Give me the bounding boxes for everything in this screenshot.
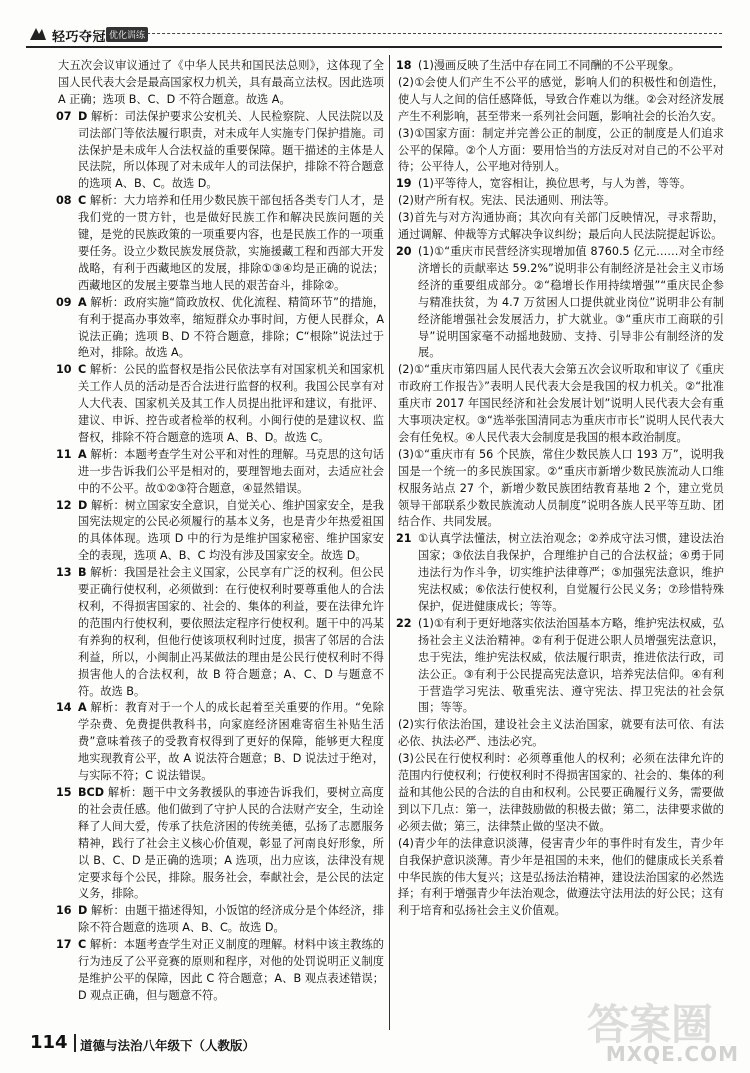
- answer-text: (1)①有利于更好地落实依法治国基本方略，维护宪法权威，弘扬社会主义法治精神。②有利于促进公职人员增强宪法意识，忠于宪法，维护宪法权威，依法履行职责，推进依法行政，司法公正。③有利于公民提高宪法意识，培养宪法信仰。④有利于营造学习宪法、敬重宪法、遵守宪法、捍卫宪法的社会氛围；等等。: [418, 616, 724, 715]
- answer-text: ①认真学法懂法，树立法治观念；②养成守法习惯，建设法治国家；③依法自我保护，合理维护自己的合法权益；④勇于同违法行为作斗争，切实维护法律尊严；⑤加强宪法意识，维护宪法权威；⑥依法行使权利，自觉履行公民义务；⑦珍惜特殊保护，促进健康成长；等等。: [418, 532, 724, 613]
- answer-choice: C: [78, 194, 87, 208]
- answer-paragraph: 大五次会议审议通过了《中华人民共和国民法总则》，这体现了全国人民代表大会是最高国家权力机关，具有最高立法权。因此选项 A 正确；选项 B、C、D 不符合题意。故选 A。: [58, 59, 384, 106]
- answer-item: [58, 903, 384, 937]
- answer-text: 解析：政府实施“简政放权、优化流程、精简环节”的措施，有利于提高办事效率，缩短群众办事时间，方便人民群众，A 说法正确；选项 B、D 不符合题意，排除；C“根除”说法过于绝对，排除。故选 A。: [78, 295, 385, 360]
- answer-paragraph: (2)①“重庆市第四届人民代表大会第五次会议听取和审议了《重庆市政府工作报告》”表明人民代表大会是我国的权力机关。②“批准重庆市 2017 年国民经济和社会发展计划”说明人民代表大会有重大事项决定权。③“选举张国清同志为重庆市市长”说明人民代表大会有任免权。④人民代表大会制度是我国的根本政治制度。: [398, 363, 724, 444]
- header-dashed-rule: [132, 33, 722, 34]
- footer-rule: [74, 1034, 76, 1052]
- question-number: 12: [56, 498, 72, 512]
- question-number: 10: [56, 363, 72, 377]
- right-column: [398, 58, 724, 920]
- answer-text: 解析：由题干描述得知，小饭馆的经济成分是个体经济，排除不符合题意的选项 A、B、C。故选 D。: [78, 904, 384, 935]
- answer-choice: C: [78, 363, 87, 377]
- answer-text: 解析：大力培养和任用少数民族干部包括各类专门人才，是我们党的一贯方针，也是做好民族工作和解决民族问题的关键，是党的民族政策的一项重要内容，也是民族工作的一项重要任务。设立少数民族发展贷款，实施援藏工程和西部大开发战略，有利于西藏地区的发展，排除①③④均是正确的说法；西藏地区的发展主要靠当地人民的艰苦奋斗，排除②。: [78, 194, 384, 292]
- answer-item: [58, 937, 384, 1005]
- answer-choice: C: [78, 938, 87, 952]
- answer-choice: A: [78, 701, 87, 715]
- answer-paragraph: (2)①会使人们产生不公平的感觉，影响人们的积极性和创造性，使人与人之间的信任感降低，导致合作难以为继。②会对经济发展产生不利影响，甚至带来一系列社会问题，影响社会的长治久安。: [398, 75, 724, 123]
- answer-choice: D: [78, 109, 88, 123]
- question-number: 16: [56, 904, 72, 918]
- answer-text: 解析：教育对于一个人的成长起着至关重要的作用。“免除学杂费、免费提供教科书，向家庭经济困难寄宿生补贴生活费”意味着孩子的受教育权得到了更好的保障，能够更大程度地实现教育公平，故 A 说法符合题意；B、D 说法过于绝对，与实际不符；C 说法错误。: [78, 701, 384, 783]
- answer-paragraph: (2)实行依法治国，建设社会主义法治国家，就要有法可依、有法必依、执法必严、违法必究。: [398, 718, 724, 749]
- answer-text: 解析：公民的监督权是指公民依法享有对国家机关和国家机关工作人员的活动是否合法进行监督的权利。我国公民享有对人大代表、国家机关及其工作人员提出批评和建议，有批评、建议、申诉、控告或者检举的权利。小闽行使的是建议权、监督权，排除不符合题意的选项 A、B、D。故选 C。: [78, 363, 384, 444]
- answer-item: [58, 700, 384, 785]
- answer-choice: A: [78, 295, 87, 309]
- answer-item: [58, 193, 384, 294]
- answer-text: 解析：本题考查学生对公平和对性的理解。马克思的这句话进一步告诉我们公平是相对的，要理智地去面对，去适应社会中的不公平。故①②③符合题意，④显然错误。: [78, 447, 384, 495]
- page-number: 114: [30, 1032, 68, 1053]
- answer-text: (1)漫画反映了生活中存在同工不同酬的不公平现象。: [418, 59, 680, 72]
- watermark-logo: 答案圈: [587, 1000, 714, 1049]
- answer-item: [58, 785, 384, 903]
- series-badge: 优化训练: [106, 27, 148, 42]
- answer-item: [58, 109, 384, 194]
- answer-text: 解析：树立国家安全意识，自觉关心、维护国家安全，是我国宪法规定的公民必须履行的基本义务，也是青少年热爱祖国的具体体现。选项 D 中的行为是维护国家秘密、维护国家安全的表现，选项 A、B、C 均没有涉及国家安全。故选 D。: [78, 498, 384, 563]
- answer-paragraph: (3)首先与对方沟通协商；其次向有关部门反映情况，寻求帮助，通过调解、仲裁等方式解决争议纠纷；最后向人民法院提起诉讼。: [398, 211, 724, 242]
- answer-choice: BCD: [78, 785, 105, 799]
- question-number: 08: [56, 194, 72, 208]
- answer-item: [398, 176, 724, 193]
- answer-paragraph: (3)①国家方面：制定并完善公正的制度，公正的制度是人们追求公平的保障。②个人方面：要用恰当的方法反对对自己的不公平对待；公平待人，公平地对待别人。: [398, 126, 724, 174]
- watermark: [575, 990, 745, 1070]
- column-divider: [389, 55, 390, 1030]
- answer-choice: D: [78, 904, 88, 918]
- question-number: 14: [56, 701, 72, 715]
- answer-text: 解析：我国是社会主义国家，公民享有广泛的权利。但公民要正确行使权利，必须做到：在行使权利时要尊重他人的合法权利，不得损害国家的、社会的、集体的利益，要在法律允许的范围内行使权利，要依照法定程序行使权利。题干中的冯某有养狗的权利，但他行使该项权利时过度，损害了邻居的合法利益，所以，小闽制止冯某做法的理由是公民行使权利时不得损害他人的合法权利，故 B 符合题意；A、C、D 与题意不符。故选 B。: [78, 566, 384, 698]
- header-line: [26, 46, 722, 48]
- question-number: 09: [56, 295, 72, 309]
- book-title: 道德与法治八年级下（人教版）: [80, 1038, 256, 1053]
- answer-choice: A: [78, 447, 87, 461]
- question-number: 18: [396, 59, 412, 72]
- answer-item: [398, 531, 724, 616]
- left-column: [58, 58, 384, 1005]
- answer-paragraph: (3)①“重庆市有 56 个民族，常住少数民族人口 193 万”，说明我国是一个统一的多民族国家。②“重庆市新增少数民族流动人口维权服务站点 27 个，新增少数民族团结教育基地 2 个，建立党员领导干部联系少数民族流动人员制度”说明各族人民平等互助、团结合作、共同发展。: [398, 447, 724, 529]
- answer-item: [398, 616, 724, 717]
- answer-item: [58, 295, 384, 363]
- answer-paragraph: (2)财产所有权。宪法、民法通则、刑法等。: [398, 194, 616, 208]
- question-number: 21: [396, 532, 412, 546]
- answer-paragraph: (3)公民在行使权利时：必须尊重他人的权利；必须在法律允许的范围内行使权利；行使权利时不得损害国家的、社会的、集体的利益和其他公民的合法的自由和权利。公民要正确履行义务，需要做到以下几点：第一，法律鼓励做的积极去做；第二，法律要求做的必须去做；第三，法律禁止做的坚决不做。: [398, 752, 724, 833]
- brand-name: 轻巧夺冠: [52, 30, 107, 45]
- question-number: 07: [56, 109, 72, 123]
- answer-choice: B: [78, 566, 87, 580]
- answer-item: [398, 58, 724, 75]
- answer-text: 解析：题干中文务教援队的事迹告诉我们，要树立高度的社会责任感。他们做到了守护人民的合法财产安全，生动诠释了人间大爱，传承了扶危济困的传统美德，弘扬了志愿服务精神，践行了社会主义核心价值观，彰显了河南良好形象，所以 B、C、D 是正确的选项；A 选项，出力应该，法律没有规定要求每个公民，排除。服务社会，奉献社会，是公民的法定义务，排除。: [78, 785, 384, 901]
- answer-item: [58, 447, 384, 498]
- answer-choice: D: [78, 498, 88, 512]
- answer-paragraph: (4)青少年的法律意识淡薄，侵害青少年的事件时有发生，青少年自我保护意识淡薄。青少年是祖国的未来，他们的健康成长关系着中华民族的伟大复兴；这是弘扬法治精神，建设法治国家的必然选择；有利于增强青少年法治观念，做遵法守法用法的好公民；这有利于培育和弘扬社会主义价值观。: [398, 836, 724, 918]
- watermark-url: MXQE.COM: [605, 1042, 739, 1066]
- brand-logo-icon: [28, 26, 48, 42]
- question-number: 11: [56, 447, 72, 461]
- answer-item: [58, 498, 384, 566]
- answer-text: 解析：本题考查学生对正义制度的理解。材料中该主教练的行为违反了公平竞赛的原则和程序，对他的处罚说明正义制度是维护公平的保障，因此 C 符合题意；A、B 观点表述错误；D 观点正确，但与题意不符。: [78, 938, 384, 1002]
- question-number: 19: [396, 177, 412, 191]
- answer-text: (1)①“重庆市民营经济实现增加值 8760.5 亿元……对全市经济增长的贡献率达 59.2%”说明非公有制经济是社会主义市场经济的重要组成部分。②“稳增长作用持续增强”“重庆民企参与精准扶贫，为 4.7 万贫困人口提供就业岗位”说明非公有制经济能增强社会发展活力，扩大就业。③“重庆市工商联的引导”说明国家毫不动摇地鼓励、支持、引导非公有制经济的发展。: [418, 244, 724, 360]
- answer-item: [398, 244, 724, 362]
- answer-text: 解析：司法保护要求公安机关、人民检察院、人民法院以及司法部门等依法履行职责，对未成年人实施专门保护措施。司法保护是未成年人合法权益的重要保障。题干描述的主体是人民法院，所以体现了对未成年人的司法保护，排除不符合题意的选项 A、B、C。故选 D。: [78, 109, 384, 191]
- answer-item: [58, 565, 384, 700]
- page-header: [0, 0, 750, 48]
- question-number: 13: [56, 566, 72, 580]
- question-number: 22: [396, 616, 412, 630]
- question-number: 15: [56, 785, 72, 799]
- answer-text: (1)平等待人，宽容相让，换位思考，与人为善，等等。: [418, 177, 692, 191]
- question-number: 17: [56, 938, 72, 952]
- question-number: 20: [396, 244, 412, 258]
- answer-item: [58, 362, 384, 447]
